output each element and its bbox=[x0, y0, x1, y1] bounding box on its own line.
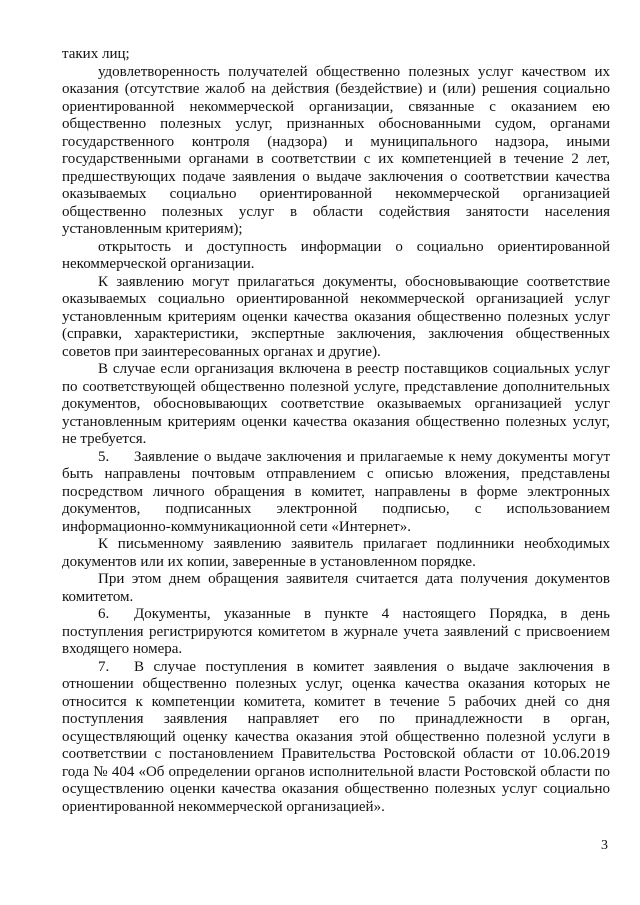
item-number: 5. bbox=[98, 448, 110, 465]
page-number: 3 bbox=[601, 838, 608, 853]
item-text: В случае поступления в комитет заявления о выдаче заключения в отношении общественно полезных услуг, оценка качества оказания которых не относится к компетенции комитета, комитет в течение 5 рабочих дней со дня поступления заявления направляет его по принадлежности в орган, осуществляющий оценку качества оказания этой общественно полезной услуги в соответствии с постановлением Правительства Ростовской области от 10.06.2019 года № 404 «Об определении органов исполнительной власти Ростовской области по осуществлению оценки качества оказания общественно полезных услуг социально ориентированной некоммерческой организацией». bbox=[62, 658, 610, 815]
paragraph-date-received: При этом днем обращения заявителя считается дата получения документов комитетом. bbox=[62, 571, 610, 605]
paragraph-originals: К письменному заявлению заявитель прилагает подлинники необходимых документов или их копии, заверенные в установленном порядке. bbox=[62, 536, 610, 570]
paragraph-item-5 bbox=[62, 449, 610, 537]
item-text: Заявление о выдаче заключения и прилагаемые к нему документы могут быть направлены почтовым отправлением с описью вложения, представлены посредством личного обращения в комитет, направлены в форме электронных документов, подписанных электронной подписью, с использованием информационно-коммуникационной сети «Интернет». bbox=[62, 448, 610, 535]
document-body bbox=[62, 46, 610, 816]
item-number: 6. bbox=[98, 606, 110, 622]
paragraph-criterion-satisfaction: удовлетворенность получателей общественно полезных услуг качеством их оказания (отсутствие жалоб на действия (бездействие) и (или) решения социально ориентированной некоммерческой организации, связанные с оказанием ею общественно полезных услуг, признанных обоснованными судом, органами государственного контроля (надзора) и муниципального надзора, иными государственными органами в соответствии с их компетенцией в течение 2 лет, предшествующих подаче заявления о выдаче заключения о соответствии качества оказываемых социально ориентированной некоммерческой организацией общественно полезных услуг в области содействия занятости населения установленным критериям); bbox=[62, 63, 610, 237]
paragraph-criterion-openness: открытость и доступность информации о социально ориентированной некоммерческой организации. bbox=[62, 238, 610, 272]
paragraph-attachments: К заявлению могут прилагаться документы, обосновывающие соответствие оказываемых социально ориентированной некоммерческой организацией услуг установленным критериям оценки качества оказания общественно полезных услуг (справки, характеристики, экспертные заключения, заключения общественных советов при заинтересованных органах и другие). bbox=[62, 273, 610, 360]
paragraph-continuation: таких лиц; bbox=[62, 46, 130, 62]
item-text: Документы, указанные в пункте 4 настоящего Порядка, в день поступления регистрируются комитетом в журнале учета заявлений с присвоением входящего номера. bbox=[62, 606, 610, 657]
paragraph-item-7 bbox=[62, 659, 610, 817]
paragraph-registry: В случае если организация включена в реестр поставщиков социальных услуг по соответствующей общественно полезной услуге, представление дополнительных документов, обосновывающих соответствие оказываемых организацией услуг установленным критериям оценки качества оказания общественно полезных услуг, не требуется. bbox=[62, 361, 610, 447]
item-number: 7. bbox=[98, 658, 110, 675]
paragraph-item-6 bbox=[62, 606, 610, 659]
